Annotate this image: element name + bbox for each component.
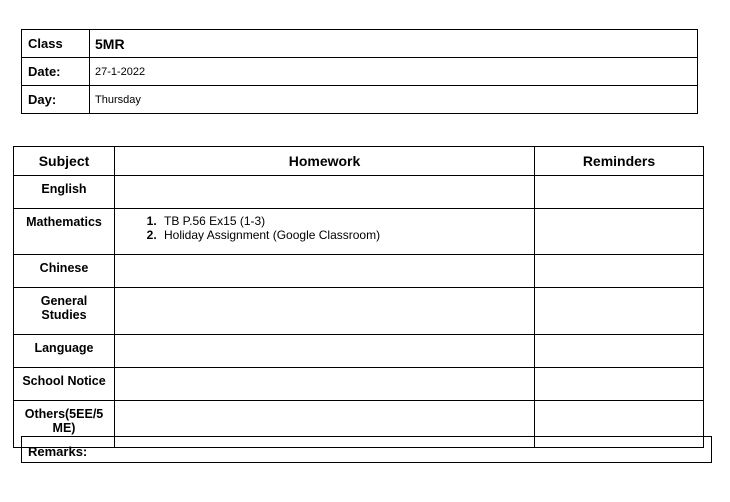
date-row (22, 58, 698, 86)
table-row (14, 209, 704, 255)
homework-item: 1. TB P.56 Ex15 (1-3) (160, 214, 534, 228)
homework-table (13, 146, 704, 448)
table-row (14, 288, 704, 335)
header-reminders: Reminders (535, 147, 704, 176)
day-value: Thursday (90, 86, 698, 114)
subject-cell: School Notice (14, 368, 115, 401)
table-row (14, 255, 704, 288)
day-label: Day: (22, 86, 90, 114)
reminders-cell (535, 176, 704, 209)
homework-cell (115, 368, 535, 401)
reminders-cell (535, 288, 704, 335)
homework-cell (115, 255, 535, 288)
reminders-cell (535, 209, 704, 255)
table-row (14, 176, 704, 209)
subject-cell (14, 288, 115, 335)
subject-cell: English (14, 176, 115, 209)
header-subject: Subject (14, 147, 115, 176)
class-value: 5MR (90, 30, 698, 58)
homework-cell (115, 209, 535, 255)
table-row (14, 335, 704, 368)
date-value: 27-1-2022 (90, 58, 698, 86)
subject-line: ME) (52, 421, 76, 435)
day-row (22, 86, 698, 114)
subject-cell: Language (14, 335, 115, 368)
reminders-cell (535, 368, 704, 401)
table-header-row (14, 147, 704, 176)
subject-cell: Chinese (14, 255, 115, 288)
homework-cell (115, 288, 535, 335)
homework-cell (115, 335, 535, 368)
subject-cell: Mathematics (14, 209, 115, 255)
homework-item: 2. Holiday Assignment (Google Classroom) (160, 228, 534, 242)
subject-line: Others(5EE/5 (24, 407, 104, 421)
class-row (22, 30, 698, 58)
date-label: Date: (22, 58, 90, 86)
reminders-cell (535, 335, 704, 368)
table-row (14, 368, 704, 401)
subject-line: Studies (41, 308, 87, 322)
reminders-cell (535, 255, 704, 288)
homework-list (138, 214, 534, 242)
homework-cell (115, 176, 535, 209)
class-label: Class (22, 30, 90, 58)
remarks-label: Remarks: (28, 444, 88, 459)
subject-line: General (40, 294, 88, 308)
remarks-box (21, 436, 712, 463)
header-homework: Homework (115, 147, 535, 176)
info-table (21, 29, 698, 114)
